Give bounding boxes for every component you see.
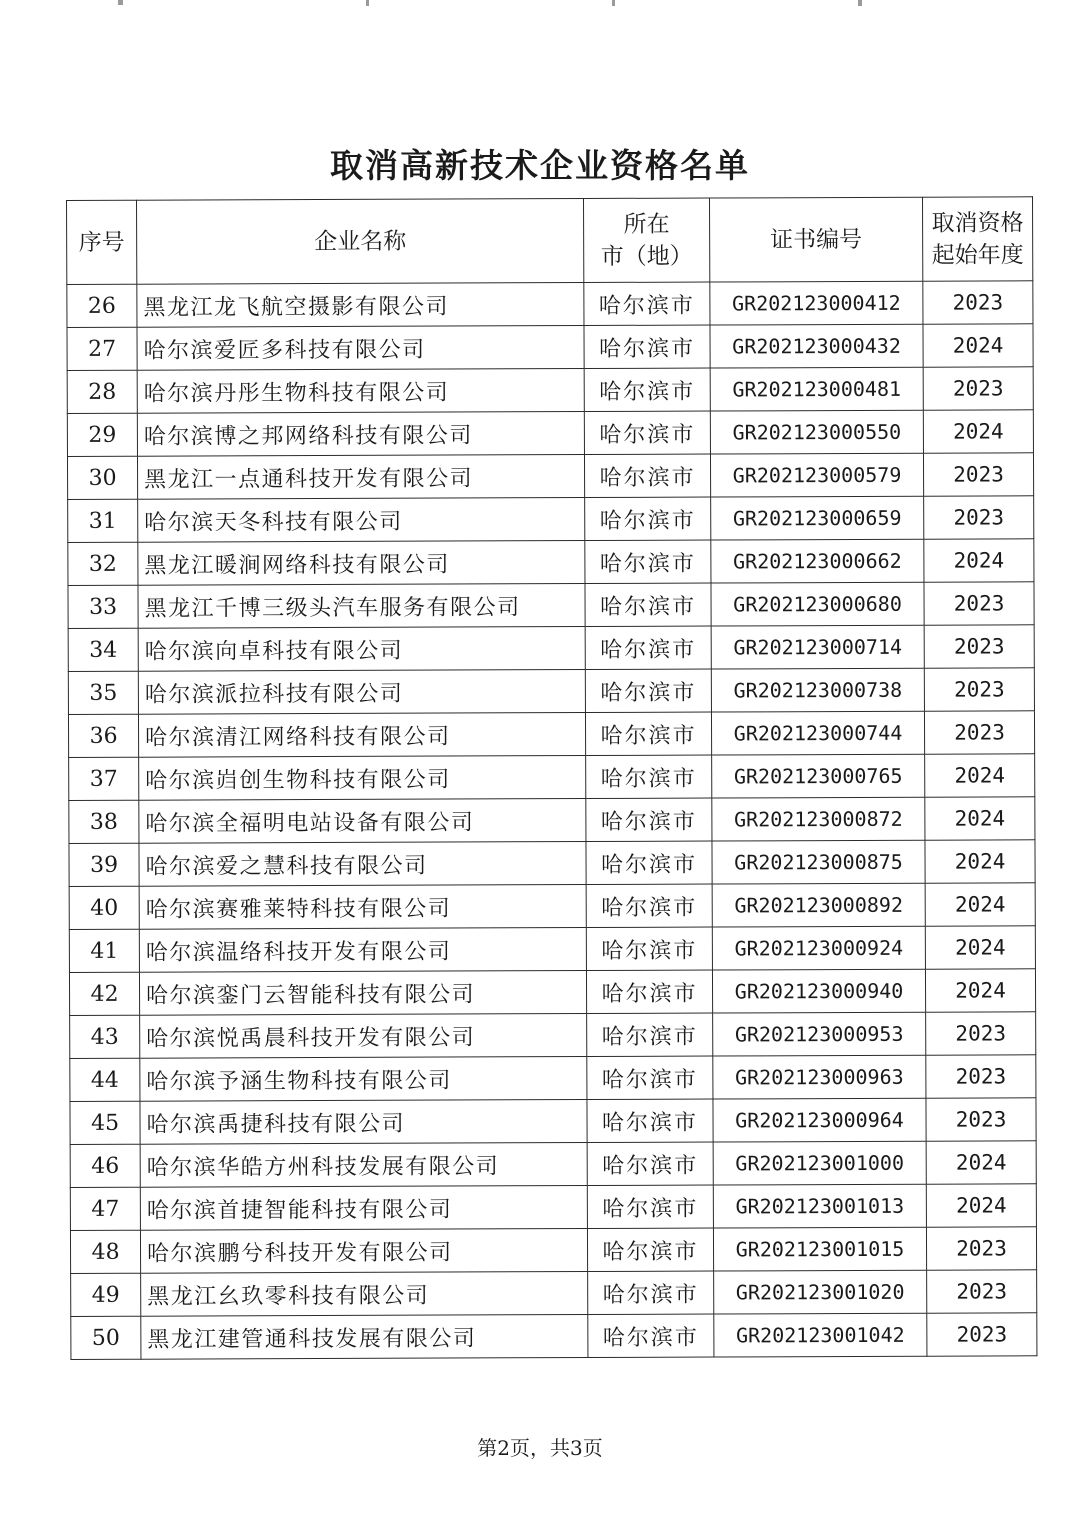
row-cert: GR202123000940: [712, 969, 925, 1013]
row-cert: GR202123000963: [713, 1055, 926, 1099]
row-year: 2023: [924, 582, 1034, 625]
row-city: 哈尔滨市: [584, 368, 710, 411]
row-year: 2024: [925, 926, 1035, 969]
row-cert: GR202123000714: [711, 625, 924, 669]
company-table: [66, 196, 1037, 1360]
row-company: 哈尔滨悦禹晨科技开发有限公司: [140, 1014, 587, 1059]
row-company: 黑龙江一点通科技开发有限公司: [137, 455, 584, 500]
row-year: 2023: [926, 1098, 1036, 1141]
row-year: 2024: [923, 410, 1033, 453]
row-cert: GR202123000964: [713, 1098, 926, 1142]
row-company: 哈尔滨禹捷科技有限公司: [140, 1100, 587, 1145]
header-company: 企业名称: [137, 199, 584, 285]
table-row: [69, 926, 1035, 973]
table-row: [68, 539, 1034, 586]
row-city: 哈尔滨市: [587, 1228, 713, 1271]
row-cert: GR202123001020: [714, 1270, 927, 1314]
table-row: [70, 1141, 1036, 1188]
header-city-line2: 市（地）: [600, 243, 693, 270]
table-row: [70, 1055, 1036, 1102]
row-company: 哈尔滨赛雅莱特科技有限公司: [139, 885, 586, 930]
row-cert: GR202123001013: [713, 1184, 926, 1228]
header-city-line1: 所在: [623, 211, 670, 238]
scan-mark: [118, 0, 123, 5]
row-year: 2023: [924, 711, 1034, 754]
row-cert: GR202123001042: [714, 1313, 927, 1357]
row-city: 哈尔滨市: [585, 540, 711, 583]
row-year: 2024: [926, 1184, 1036, 1227]
row-index: 49: [71, 1273, 141, 1316]
row-company: 哈尔滨清江网络科技有限公司: [138, 713, 585, 758]
row-index: 39: [69, 843, 139, 886]
row-cert: GR202123000662: [711, 539, 924, 583]
table-row: [68, 668, 1034, 715]
row-year: 2023: [923, 281, 1033, 324]
row-city: 哈尔滨市: [585, 497, 711, 540]
row-index: 50: [71, 1316, 141, 1359]
row-index: 28: [67, 370, 137, 413]
page-title: 取消高新技术企业资格名单: [330, 146, 750, 185]
row-year: 2023: [926, 1227, 1036, 1270]
row-year: 2024: [925, 969, 1035, 1012]
row-city: 哈尔滨市: [585, 583, 711, 626]
row-year: 2024: [925, 840, 1035, 883]
row-year: 2023: [927, 1313, 1037, 1356]
row-cert: GR202123000412: [710, 281, 923, 325]
row-company: 哈尔滨爱之慧科技有限公司: [139, 842, 586, 887]
table-row: [68, 625, 1034, 672]
row-index: 38: [69, 800, 139, 843]
row-index: 37: [69, 757, 139, 800]
table-row: [70, 1184, 1036, 1231]
table-row: [69, 969, 1035, 1016]
header-year-line1: 取消资格: [931, 209, 1024, 237]
table-row: [68, 496, 1034, 543]
row-year: 2023: [924, 496, 1034, 539]
row-cert: GR202123000765: [712, 754, 925, 798]
row-cert: GR202123001000: [713, 1141, 926, 1185]
row-index: 45: [70, 1101, 140, 1144]
scan-mark: [858, 0, 862, 6]
row-city: 哈尔滨市: [585, 626, 711, 669]
row-company: 哈尔滨向卓科技有限公司: [138, 627, 585, 672]
row-year: 2023: [926, 1012, 1036, 1055]
row-index: 32: [68, 542, 138, 585]
row-index: 31: [68, 499, 138, 542]
row-company: 哈尔滨温络科技开发有限公司: [139, 928, 586, 973]
row-company: 哈尔滨全福明电站设备有限公司: [139, 799, 586, 844]
row-city: 哈尔滨市: [586, 927, 712, 970]
row-company: 哈尔滨丹彤生物科技有限公司: [137, 369, 584, 414]
row-year: 2024: [925, 797, 1035, 840]
table-body: [67, 281, 1037, 1360]
table-row: [70, 1012, 1036, 1059]
row-company: 哈尔滨爱匠多科技有限公司: [137, 326, 584, 371]
row-city: 哈尔滨市: [588, 1314, 714, 1357]
row-city: 哈尔滨市: [585, 669, 711, 712]
row-city: 哈尔滨市: [587, 1099, 713, 1142]
row-company: 黑龙江龙飞航空摄影有限公司: [137, 283, 584, 328]
row-city: 哈尔滨市: [587, 1056, 713, 1099]
table-row: [67, 281, 1033, 328]
row-index: 41: [69, 929, 139, 972]
row-cert: GR202123000924: [712, 926, 925, 970]
row-year: 2024: [924, 539, 1034, 582]
row-cert: GR202123000875: [712, 840, 925, 884]
row-cert: GR202123000481: [710, 367, 923, 411]
row-company: 哈尔滨鹏兮科技开发有限公司: [140, 1229, 587, 1274]
row-company: 哈尔滨岿创生物科技有限公司: [139, 756, 586, 801]
row-city: 哈尔滨市: [586, 841, 712, 884]
row-company: 哈尔滨銮门云智能科技有限公司: [139, 971, 586, 1016]
row-company: 哈尔滨予涵生物科技有限公司: [140, 1057, 587, 1102]
row-index: 35: [68, 671, 138, 714]
row-city: 哈尔滨市: [586, 884, 712, 927]
row-company: 哈尔滨派拉科技有限公司: [138, 670, 585, 715]
row-year: 2024: [926, 1141, 1036, 1184]
table-row: [69, 797, 1035, 844]
table-row: [68, 582, 1034, 629]
row-company: 哈尔滨首捷智能科技有限公司: [140, 1186, 587, 1231]
row-year: 2023: [923, 367, 1033, 410]
row-year: 2024: [923, 324, 1033, 367]
table-row: [69, 754, 1035, 801]
header-year-line2: 起始年度: [931, 241, 1024, 269]
row-index: 42: [69, 972, 139, 1015]
row-company: 黑龙江建管通科技发展有限公司: [141, 1315, 588, 1360]
row-city: 哈尔滨市: [587, 1142, 713, 1185]
row-index: 29: [67, 413, 137, 456]
row-city: 哈尔滨市: [586, 798, 712, 841]
row-company: 哈尔滨华皓方州科技发展有限公司: [140, 1143, 587, 1188]
row-year: 2023: [923, 453, 1033, 496]
row-index: 33: [68, 585, 138, 628]
header-city: [583, 198, 709, 282]
row-cert: GR202123000579: [710, 453, 923, 497]
row-index: 26: [67, 284, 137, 327]
row-city: 哈尔滨市: [584, 325, 710, 368]
row-city: 哈尔滨市: [584, 411, 710, 454]
row-cert: GR202123000892: [712, 883, 925, 927]
row-cert: GR202123001015: [713, 1227, 926, 1271]
table-row: [68, 711, 1034, 758]
row-company: 哈尔滨天冬科技有限公司: [138, 498, 585, 543]
table-row: [67, 410, 1033, 457]
row-index: 48: [70, 1230, 140, 1273]
row-index: 47: [70, 1187, 140, 1230]
page-footer: 第2页，共3页: [477, 1436, 603, 1460]
header-year: [922, 197, 1032, 281]
header-index: 序号: [67, 200, 137, 284]
table-row: [70, 1098, 1036, 1145]
row-year: 2024: [925, 883, 1035, 926]
row-index: 44: [70, 1058, 140, 1101]
row-company: 哈尔滨博之邦网络科技有限公司: [137, 412, 584, 457]
row-city: 哈尔滨市: [584, 282, 710, 325]
row-index: 40: [69, 886, 139, 929]
row-cert: GR202123000744: [711, 711, 924, 755]
row-city: 哈尔滨市: [585, 712, 711, 755]
row-index: 46: [70, 1144, 140, 1187]
row-city: 哈尔滨市: [587, 1185, 713, 1228]
row-city: 哈尔滨市: [586, 755, 712, 798]
table-row: [67, 324, 1033, 371]
row-cert: GR202123000659: [711, 496, 924, 540]
table-row: [71, 1313, 1037, 1360]
table-row: [71, 1270, 1037, 1317]
row-index: 27: [67, 327, 137, 370]
row-city: 哈尔滨市: [588, 1271, 714, 1314]
row-city: 哈尔滨市: [587, 1013, 713, 1056]
table-header-row: [67, 197, 1033, 285]
row-cert: GR202123000738: [711, 668, 924, 712]
row-cert: GR202123000953: [713, 1012, 926, 1056]
scan-mark: [366, 0, 369, 6]
row-index: 36: [68, 714, 138, 757]
row-year: 2023: [927, 1270, 1037, 1313]
table-row: [69, 883, 1035, 930]
row-company: 黑龙江暖涧网络科技有限公司: [138, 541, 585, 586]
row-cert: GR202123000432: [710, 324, 923, 368]
row-city: 哈尔滨市: [584, 454, 710, 497]
row-year: 2023: [924, 625, 1034, 668]
row-year: 2024: [925, 754, 1035, 797]
row-company: 黑龙江千博三级头汽车服务有限公司: [138, 584, 585, 629]
row-year: 2023: [926, 1055, 1036, 1098]
row-index: 30: [67, 456, 137, 499]
row-company: 黑龙江幺玖零科技有限公司: [141, 1272, 588, 1317]
table-row: [67, 367, 1033, 414]
row-index: 43: [70, 1015, 140, 1058]
header-cert: 证书编号: [709, 197, 922, 282]
row-year: 2023: [924, 668, 1034, 711]
row-index: 34: [68, 628, 138, 671]
table-row: [69, 840, 1035, 887]
scan-mark: [612, 0, 615, 6]
table-row: [67, 453, 1033, 500]
row-city: 哈尔滨市: [586, 970, 712, 1013]
row-cert: GR202123000680: [711, 582, 924, 626]
table-row: [70, 1227, 1036, 1274]
row-cert: GR202123000550: [710, 410, 923, 454]
row-cert: GR202123000872: [712, 797, 925, 841]
